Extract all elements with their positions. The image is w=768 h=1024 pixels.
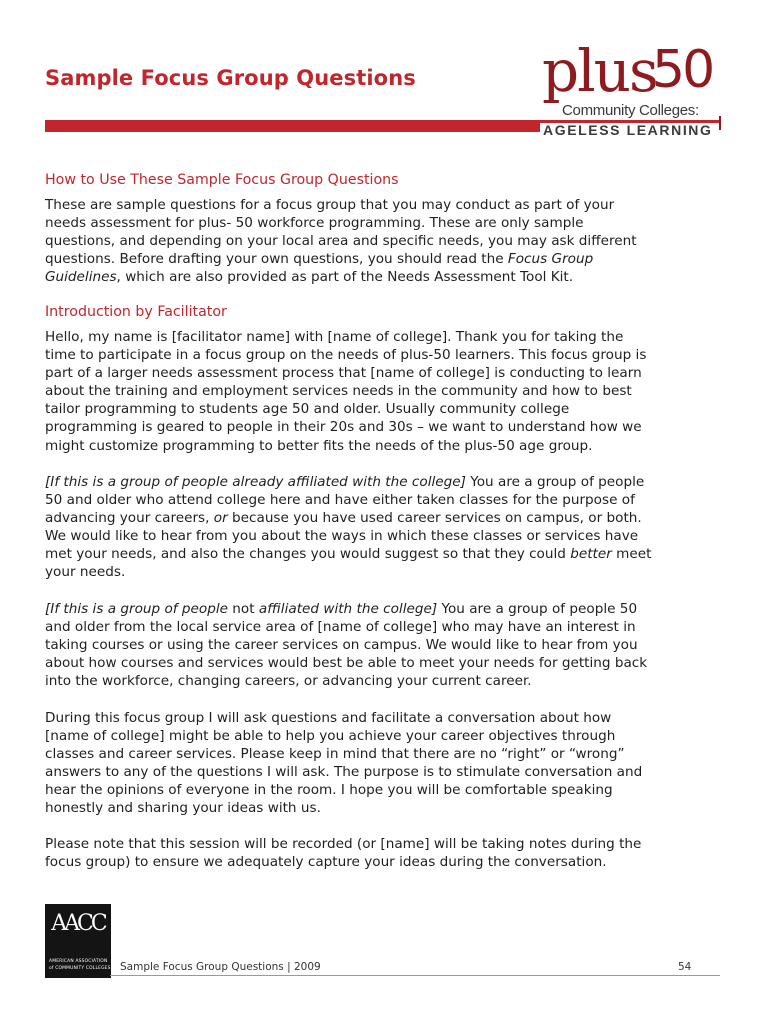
text-line: needs assessment for plus- 50 workforce programming. These are only sample	[45, 215, 584, 232]
text-segment: because you have used career services on campus, or both.	[227, 510, 642, 527]
text-segment: [If this is a group of people already affiliated with the college]	[45, 474, 466, 490]
footer-doc-label: Sample Focus Group Questions | 2009	[120, 961, 321, 973]
text-line: taking courses or using the career services on campus. We would like to hear from you	[45, 637, 638, 654]
text-segment: meet	[611, 546, 652, 563]
text-line	[45, 600, 735, 618]
logo-tagline-bar	[540, 122, 720, 140]
text-segment: , which are also provided as part of the Needs Assessment Tool Kit.	[116, 269, 574, 286]
text-line: We would like to hear from you about the ways in which these classes or services have	[45, 528, 639, 545]
text-line: time to participate in a focus group on the needs of plus-50 learners. This focus group is	[45, 347, 647, 364]
text-segment: not	[227, 601, 259, 617]
text-segment: You are a group of people 50	[437, 601, 638, 617]
footer-page-number: 54	[678, 961, 692, 973]
text-line: These are sample questions for a focus group that you may conduct as part of your	[45, 197, 615, 213]
text-line: During this focus group I will ask questions and facilitate a conversation about how	[45, 710, 612, 726]
text-segment: [If this is a group of people	[45, 601, 228, 617]
section-heading-how-to-use: How to Use These Sample Focus Group Questions	[45, 172, 399, 188]
aacc-logo-line2: of COMMUNITY COLLEGES	[49, 966, 111, 971]
text-line: and older from the local service area of [name of college] who may have an interest in	[45, 619, 636, 636]
text-line: [name of college] might be able to help you achieve your career objectives through	[45, 728, 616, 745]
text-line	[45, 509, 735, 527]
text-segment: or	[213, 510, 228, 527]
intro-paragraph-1	[45, 328, 735, 455]
text-line: programming is geared to people in their 20s and 30s – we want to understand how we	[45, 419, 642, 436]
section-heading-introduction: Introduction by Facilitator	[45, 304, 227, 320]
text-segment: affiliated with the college]	[258, 601, 438, 617]
text-line: classes and career services. Please keep in mind that there are no “right” or “wrong”	[45, 746, 625, 763]
text-segment: Guidelines	[45, 269, 117, 286]
text-line: answers to any of the questions I will ask. The purpose is to stimulate conversation and	[45, 764, 643, 781]
text-line: 50 and older who attend college here and have either taken classes for the purpose of	[45, 492, 635, 509]
intro-paragraph-2	[45, 473, 735, 582]
text-line	[45, 545, 735, 563]
footer-rule	[110, 975, 720, 976]
text-segment: questions. Before drafting your own questions, you should read the	[45, 251, 508, 268]
text-line: questions, and depending on your local area and specific needs, you may ask different	[45, 233, 637, 250]
text-line: about the training and employment services needs in the community and how to best	[45, 383, 632, 400]
text-line: your needs.	[45, 564, 126, 581]
logo-tagline-bottom: AGELESS LEARNING	[543, 122, 713, 138]
intro-paragraph-5	[45, 835, 735, 871]
intro-paragraph-3	[45, 600, 735, 690]
aacc-monogram: AACC	[51, 911, 105, 936]
text-line: about how courses and services would best be able to meet your needs for getting back	[45, 655, 648, 672]
text-line: part of a larger needs assessment process that [name of college] is conducting to learn	[45, 365, 642, 382]
logo-plus-text: plus	[542, 37, 657, 105]
logo-tagline-top: Community Colleges:	[562, 102, 699, 119]
text-segment: better	[570, 546, 612, 563]
text-line	[45, 268, 735, 286]
text-line	[45, 473, 735, 491]
text-line: tailor programming to students age 50 and older. Usually community college	[45, 401, 570, 418]
logo-tick	[719, 116, 721, 130]
header-rule	[45, 120, 540, 132]
aacc-logo	[45, 904, 111, 978]
text-line: focus group) to ensure we adequately capture your ideas during the conversation.	[45, 854, 607, 871]
text-segment: Focus Group	[507, 251, 594, 268]
text-segment: met your needs, and also the changes you would suggest so that they could	[45, 546, 571, 563]
text-line: honestly and sharing your ideas with us.	[45, 800, 321, 817]
page-title: Sample Focus Group Questions	[45, 66, 416, 90]
text-line: into the workforce, changing careers, or advancing your current career.	[45, 673, 532, 690]
text-segment: You are a group of people	[465, 474, 645, 490]
intro-paragraph-4	[45, 709, 735, 818]
text-segment: advancing your careers,	[45, 510, 214, 527]
text-line	[45, 250, 735, 268]
text-line: Hello, my name is [facilitator name] with [name of college]. Thank you for taking the	[45, 329, 624, 345]
logo-number-text: 50	[652, 40, 713, 100]
text-line: Please note that this session will be recorded (or [name] will be taking notes during the	[45, 836, 642, 852]
plus50-logo	[540, 37, 720, 140]
text-line: hear the opinions of everyone in the room. I hope you will be comfortable speaking	[45, 782, 613, 799]
aacc-logo-line1: AMERICAN ASSOCIATION	[49, 959, 108, 964]
text-line: might customize programming to better fits the needs of the plus-50 age group.	[45, 437, 593, 454]
how-to-use-paragraph	[45, 196, 735, 286]
